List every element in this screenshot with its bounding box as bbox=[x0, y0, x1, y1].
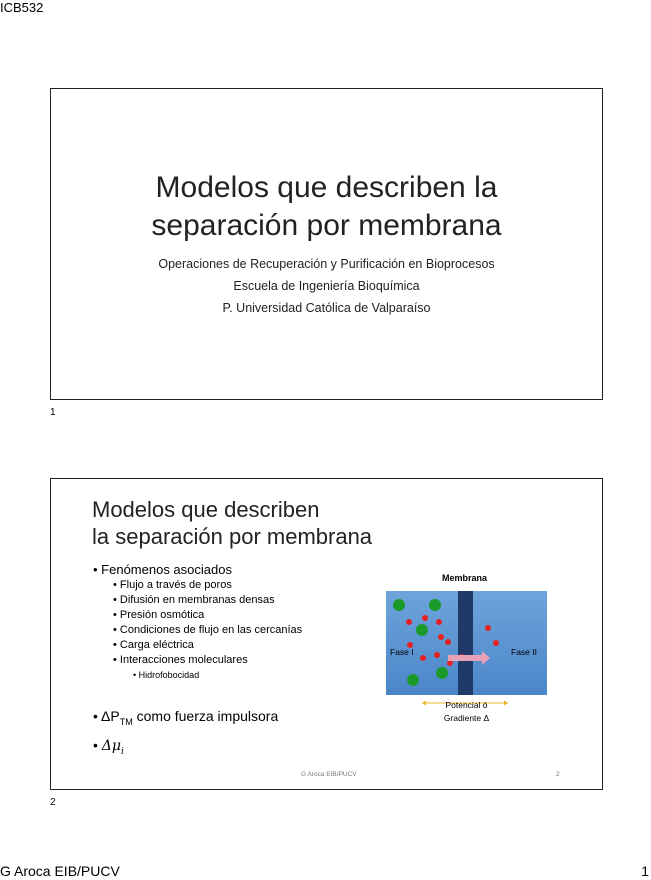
slide-2-page-number: 2 bbox=[556, 771, 560, 778]
sub-bullet: • Carga eléctrica bbox=[93, 638, 302, 653]
delta-mu-subscript: i bbox=[121, 746, 124, 757]
small-particle bbox=[485, 625, 491, 631]
driving-force-bullet: • $\Delta P_{TM}$ como fuerza impulsora bbox=[93, 708, 279, 727]
phase-2-label: Fase II bbox=[511, 647, 537, 657]
slide-2-title-line-1: Modelos que describen bbox=[92, 497, 320, 522]
sub-sub-bullet: • Hidrofobocidad bbox=[93, 668, 302, 682]
subtitle-line: P. Universidad Católica de Valparaíso bbox=[222, 301, 431, 315]
gradient-caption-line-2: Gradiente Δ bbox=[443, 713, 490, 723]
membrane-label: Membrana bbox=[442, 573, 488, 583]
delta-p-subscript: TM bbox=[119, 716, 133, 727]
slide-2-title-line-2: la separación por membrana bbox=[92, 524, 373, 549]
small-particle bbox=[406, 619, 412, 625]
slide-1-title-line-1: Modelos que describen la bbox=[155, 171, 498, 204]
small-particle bbox=[420, 655, 426, 661]
chemical-potential-bullet: • $\Delta\mu_i$ bbox=[93, 736, 124, 757]
slide-2-footer-text: G Aroca EIB/PUCV bbox=[301, 771, 357, 778]
small-particle bbox=[422, 615, 428, 621]
slide-2-number: 2 bbox=[50, 797, 56, 808]
delta-mu-prefix: Δμ bbox=[101, 737, 122, 754]
membrane-bar bbox=[458, 591, 473, 695]
subtitle-line: Operaciones de Recuperación y Purificación en Bioprocesos bbox=[158, 257, 495, 271]
membrane-diagram bbox=[386, 573, 547, 729]
sub-bullet: • Condiciones de flujo en las cercanías bbox=[93, 623, 302, 638]
small-particle bbox=[436, 619, 442, 625]
slide-1-number: 1 bbox=[50, 407, 56, 418]
large-particle bbox=[407, 674, 419, 686]
slide-1-title-line-2: separación por membrana bbox=[151, 209, 502, 242]
driving-force-list bbox=[93, 705, 278, 764]
course-code: ICB532 bbox=[0, 0, 44, 15]
footer-page-number: 1 bbox=[641, 863, 649, 879]
large-particle bbox=[416, 624, 428, 636]
phenomena-list bbox=[93, 561, 302, 682]
sub-bullet: • Difusión en membranas densas bbox=[93, 593, 302, 608]
gradient-caption bbox=[386, 699, 547, 725]
phase-1-label: Fase I bbox=[390, 647, 414, 657]
large-particle bbox=[429, 599, 441, 611]
slide-1-subtitle bbox=[51, 253, 602, 319]
small-particle bbox=[493, 640, 499, 646]
slide-2-title bbox=[92, 496, 372, 550]
slide-1-title bbox=[51, 169, 602, 245]
delta-p-suffix: como fuerza impulsora bbox=[132, 708, 279, 724]
slide-1 bbox=[50, 88, 603, 400]
large-particle bbox=[436, 667, 448, 679]
small-particle bbox=[445, 639, 451, 645]
slide-2 bbox=[50, 478, 603, 790]
delta-p-prefix: ΔP bbox=[101, 708, 120, 724]
small-particle bbox=[438, 634, 444, 640]
large-particle bbox=[393, 599, 405, 611]
bullet-main: • Fenómenos asociados bbox=[93, 561, 302, 578]
small-particle bbox=[434, 652, 440, 658]
gradient-caption-line-1: Potencial ó bbox=[445, 700, 488, 710]
sub-bullet: • Flujo a través de poros bbox=[93, 578, 302, 593]
subtitle-line: Escuela de Ingeniería Bioquímica bbox=[233, 279, 420, 293]
footer-author: G Aroca EIB/PUCV bbox=[0, 863, 120, 879]
sub-bullet: • Interacciones moleculares bbox=[93, 653, 302, 668]
sub-bullet: • Presión osmótica bbox=[93, 608, 302, 623]
